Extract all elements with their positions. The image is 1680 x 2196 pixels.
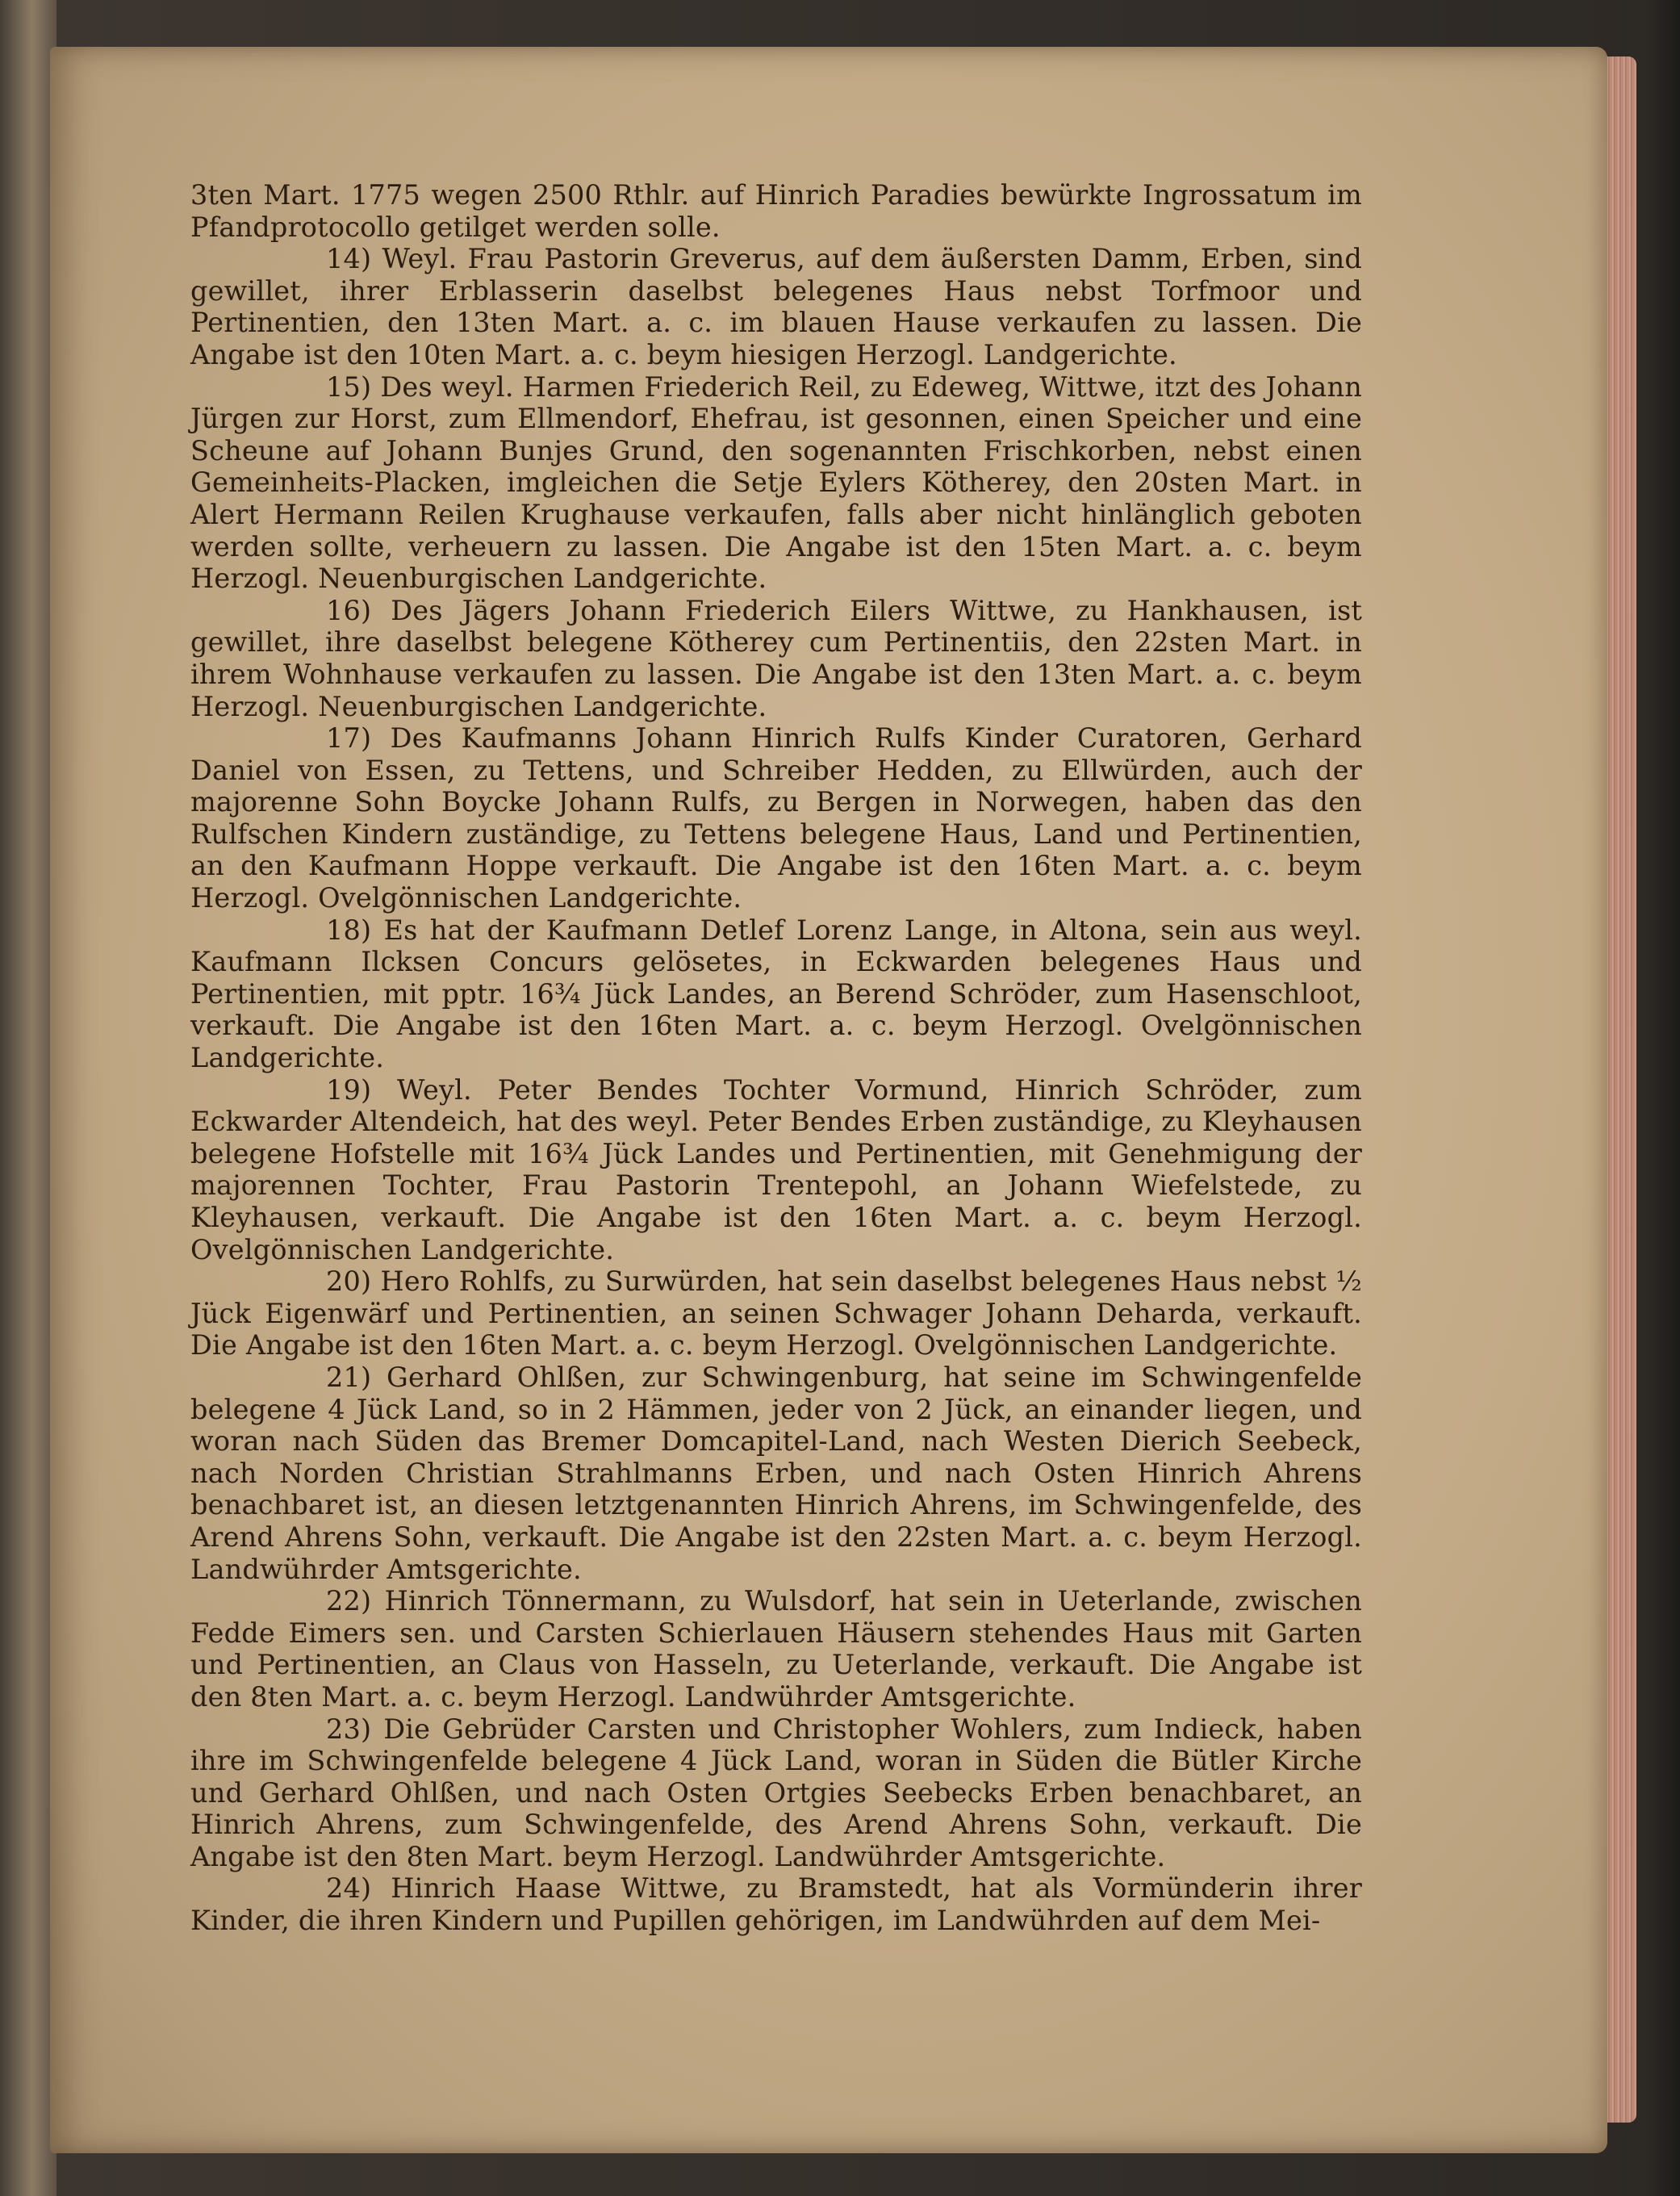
binding-gutter (0, 0, 56, 2196)
notice-19: 19) Weyl. Peter Bendes Tochter Vormund, Hinrich Schröder, zum Eckwarder Altendeich, hat des weyl. Peter Bendes Erben zuständige, zu Kleyhausen belegene Hofstelle mit 16¾ Jück Landes und Pertinentien, mit Genehmigung der majorennen Tochter, Frau Pastorin Trentepohl, an Johann Wiefelstede, zu Kleyhausen, verkauft. Die Angabe ist den 16ten Mart. a. c. beym Herzogl. Ovelgönnischen Landgerichte. (190, 1073, 1362, 1265)
notice-21: 21) Gerhard Ohlßen, zur Schwingenburg, hat seine im Schwingenfelde belegene 4 Jück Land, so in 2 Hämmen, jeder von 2 Jück, an einander liegen, und woran nach Süden das Bremer Domcapitel-Land, nach Westen Dierich Seebeck, nach Norden Christian Strahlmanns Erben, und nach Osten Hinrich Ahrens benachbaret ist, an diesen letztgenannten Hinrich Ahrens, im Schwingenfelde, des Arend Ahrens Sohn, verkauft. Die Angabe ist den 22sten Mart. a. c. beym Herzogl. Landwührder Amtsgerichte. (190, 1361, 1362, 1585)
notice-22: 22) Hinrich Tönnermann, zu Wulsdorf, hat sein in Ueterlande, zwischen Fedde Eimers sen. und Carsten Schierlauen Häusern stehendes Haus mit Garten und Pertinentien, an Claus von Hasseln, zu Ueterlande, verkauft. Die Angabe ist den 8ten Mart. a. c. beym Herzogl. Landwührder Amtsgerichte. (190, 1585, 1362, 1713)
notice-14: 14) Weyl. Frau Pastorin Greverus, auf dem äußersten Damm, Erben, sind gewillet, ihrer Erblasserin daselbst belegenes Haus nebst Torfmoor und Pertinentien, den 13ten Mart. a. c. im blauen Hause verkaufen zu lassen. Die Angabe ist den 10ten Mart. a. c. beym hiesigen Herzogl. Landgerichte. (190, 243, 1362, 370)
notice-23: 23) Die Gebrüder Carsten und Christopher Wohlers, zum Indieck, haben ihre im Schwingenfelde belegene 4 Jück Land, woran in Süden die Bütler Kirche und Gerhard Ohlßen, und nach Osten Ortgies Seebecks Erben benachbaret, an Hinrich Ahrens, zum Schwingenfelde, des Arend Ahrens Sohn, verkauft. Die Angabe ist den 8ten Mart. beym Herzogl. Landwührder Amtsgerichte. (190, 1713, 1362, 1872)
notice-20: 20) Hero Rohlfs, zu Surwürden, hat sein daselbst belegenes Haus nebst ½ Jück Eigenwärf und Pertinentien, an seinen Schwager Johann Deharda, verkauft. Die Angabe ist den 16ten Mart. a. c. beym Herzogl. Ovelgönnischen Landgerichte. (190, 1265, 1362, 1362)
paragraph-continuation: 3ten Mart. 1775 wegen 2500 Rthlr. auf Hinrich Paradies bewürkte Ingrossatum im Pfandprotocollo getilget werden solle. (190, 179, 1362, 243)
notice-17: 17) Des Kaufmanns Johann Hinrich Rulfs Kinder Curatoren, Gerhard Daniel von Essen, zu Tettens, und Schreiber Hedden, zu Ellwürden, auch der majorenne Sohn Boycke Johann Rulfs, zu Bergen in Norwegen, haben das den Rulfschen Kindern zuständige, zu Tettens belegene Haus, Land und Pertinentien, an den Kaufmann Hoppe verkauft. Die Angabe ist den 16ten Mart. a. c. beym Herzogl. Ovelgönnischen Landgerichte. (190, 722, 1362, 914)
text-column (190, 179, 1362, 1937)
notice-15: 15) Des weyl. Harmen Friederich Reil, zu Edeweg, Wittwe, itzt des Johann Jürgen zur Horst, zum Ellmendorf, Ehefrau, ist gesonnen, einen Speicher und eine Scheune auf Johann Bunjes Grund, den sogenannten Frischkorben, nebst einen Gemeinheits-Placken, imgleichen die Setje Eylers Kötherey, den 20sten Mart. in Alert Hermann Reilen Krughause verkaufen, falls aber nicht hinlänglich geboten werden sollte, verheuern zu lassen. Die Angabe ist den 15ten Mart. a. c. beym Herzogl. Neuenburgischen Landgerichte. (190, 370, 1362, 595)
notice-24: 24) Hinrich Haase Wittwe, zu Bramstedt, hat als Vormünderin ihrer Kinder, die ihren Kindern und Pupillen gehörigen, im Landwührden auf dem Mei- (190, 1872, 1362, 1937)
notice-18: 18) Es hat der Kaufmann Detlef Lorenz Lange, in Altona, sein aus weyl. Kaufmann Ilcksen Concurs gelösetes, in Eckwarden belegenes Haus und Pertinentien, mit pptr. 16¾ Jück Landes, an Berend Schröder, zum Hasenschloot, verkauft. Die Angabe ist den 16ten Mart. a. c. beym Herzogl. Ovelgönnischen Landgerichte. (190, 914, 1362, 1074)
notice-16: 16) Des Jägers Johann Friederich Eilers Wittwe, zu Hankhausen, ist gewillet, ihre daselbst belegene Kötherey cum Pertinentiis, den 22sten Mart. in ihrem Wohnhause verkaufen zu lassen. Die Angabe ist den 13ten Mart. a. c. beym Herzogl. Neuenburgischen Landgerichte. (190, 594, 1362, 722)
